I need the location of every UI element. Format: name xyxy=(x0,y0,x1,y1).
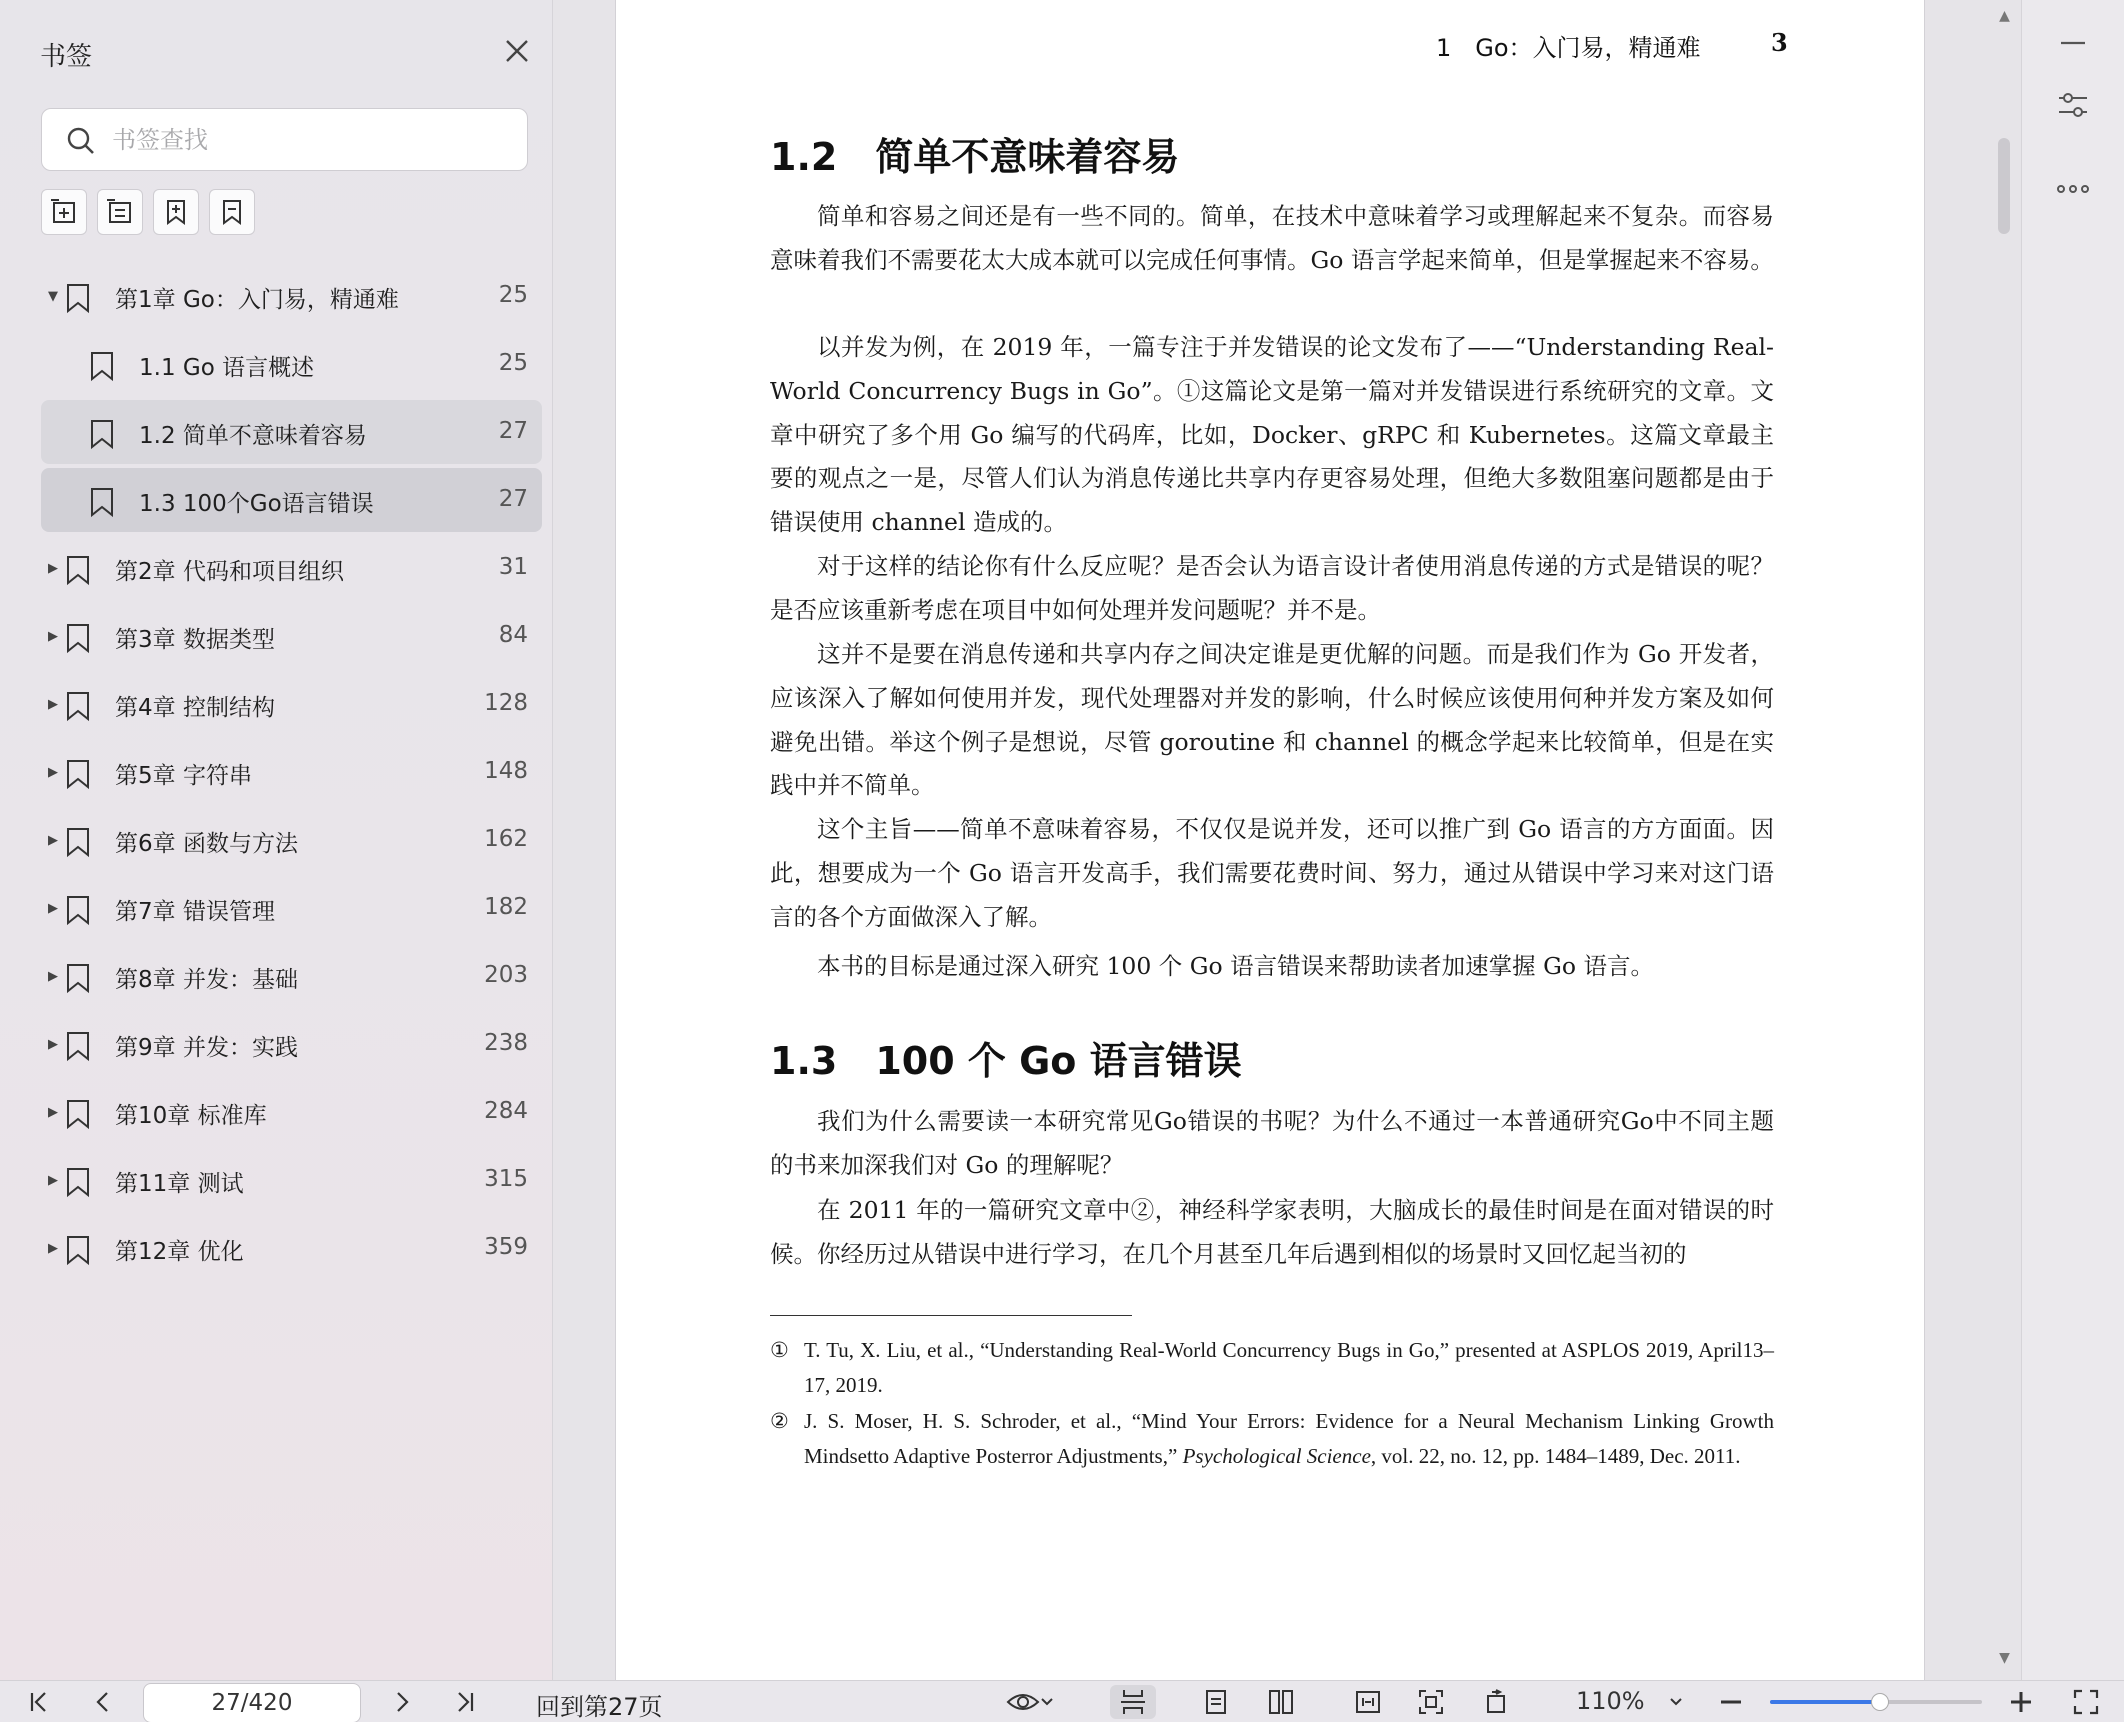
bookmark-label: 第11章 测试 xyxy=(115,1171,244,1197)
bookmark-icon xyxy=(63,962,93,994)
bookmark-page: 203 xyxy=(484,962,528,988)
running-head xyxy=(1436,28,1788,63)
bookmark-item-ch7[interactable] xyxy=(41,876,542,940)
minus-icon xyxy=(1719,1690,1743,1714)
add-bookmark-button[interactable] xyxy=(153,189,199,235)
continuous-scroll-icon xyxy=(1119,1688,1147,1716)
bookmark-label: 第1章 Go：入门易，精通难 xyxy=(115,287,399,313)
footnote-rule xyxy=(770,1315,1132,1316)
bookmark-icon xyxy=(63,1030,93,1062)
bookmark-icon xyxy=(63,1098,93,1130)
expand-arrow-icon[interactable]: ▶ xyxy=(48,560,58,576)
zoom-slider-knob[interactable] xyxy=(1871,1693,1889,1711)
section-heading-1-2: 1.2 简单不意味着容易 xyxy=(770,135,1180,179)
expand-arrow-icon[interactable]: ▼ xyxy=(48,288,58,304)
document-page xyxy=(615,0,1925,1680)
two-page-button[interactable] xyxy=(1258,1685,1304,1719)
minimize-button[interactable] xyxy=(2054,24,2092,62)
bookmark-item-ch11[interactable] xyxy=(41,1148,542,1212)
bookmark-item-ch6[interactable] xyxy=(41,808,542,872)
bookmark-page: 359 xyxy=(484,1234,528,1260)
chevron-left-icon xyxy=(91,1690,115,1714)
bookmark-item-ch9[interactable] xyxy=(41,1012,542,1076)
expand-arrow-icon[interactable]: ▶ xyxy=(48,832,58,848)
bookmark-icon xyxy=(87,486,117,518)
sliders-icon xyxy=(2056,88,2090,122)
first-page-button[interactable] xyxy=(22,1685,56,1719)
fit-page-icon xyxy=(1417,1688,1445,1716)
bookmark-label: 第3章 数据类型 xyxy=(115,627,275,653)
bookmark-page: 25 xyxy=(498,350,528,376)
last-page-button[interactable] xyxy=(448,1685,482,1719)
footnote-1 xyxy=(770,1333,1774,1403)
bookmark-page: 315 xyxy=(484,1166,528,1192)
expand-all-button[interactable] xyxy=(41,189,87,235)
footnote-2 xyxy=(770,1404,1774,1474)
expand-arrow-icon[interactable]: ▶ xyxy=(48,1172,58,1188)
bookmark-label: 第9章 并发：实践 xyxy=(115,1035,298,1061)
single-page-button[interactable] xyxy=(1193,1685,1239,1719)
bookmark-page: 284 xyxy=(484,1098,528,1124)
continuous-scroll-button[interactable] xyxy=(1110,1685,1156,1719)
bookmark-item-ch4[interactable] xyxy=(41,672,542,736)
page-input[interactable]: 27/420 xyxy=(143,1683,361,1722)
adjust-settings-button[interactable] xyxy=(2054,86,2092,124)
zoom-value[interactable]: 110% xyxy=(1576,1687,1645,1715)
fit-width-button[interactable] xyxy=(1345,1685,1391,1719)
bookmark-item-ch3[interactable] xyxy=(41,604,542,668)
last-page-icon xyxy=(453,1690,477,1714)
paragraph: 这个主旨——简单不意味着容易，不仅仅是说并发，还可以推广到 Go 语言的方方面面。因此，想要成为一个 Go 语言开发高手，我们需要花费时间、努力，通过从错误中学习来对这门语言的各个方面做深入了解。 xyxy=(770,815,1774,931)
bookmark-icon xyxy=(63,554,93,586)
back-to-page-link[interactable]: 回到第27页 xyxy=(536,1693,663,1721)
bookmark-page: 84 xyxy=(498,622,528,648)
bookmark-label: 第2章 代码和项目组织 xyxy=(115,559,344,585)
bookmark-label: 第10章 标准库 xyxy=(115,1103,267,1129)
bookmark-label: 1.3 100个Go语言错误 xyxy=(139,491,374,517)
bookmark-item-ch8[interactable] xyxy=(41,944,542,1008)
rotate-icon xyxy=(1482,1688,1510,1716)
scroll-thumb[interactable] xyxy=(1998,138,2010,234)
expand-arrow-icon[interactable]: ▶ xyxy=(48,696,58,712)
zoom-slider[interactable] xyxy=(1770,1700,1982,1704)
paragraph: 我们为什么需要读一本研究常见Go错误的书呢？为什么不通过一本普通研究Go中不同主题的书来加深我们对 Go 的理解呢？ xyxy=(770,1107,1774,1179)
bookmark-icon xyxy=(63,1166,93,1198)
two-page-icon xyxy=(1267,1688,1295,1716)
expand-arrow-icon[interactable]: ▶ xyxy=(48,900,58,916)
bookmark-page: 27 xyxy=(498,486,528,512)
bookmark-item-1-1[interactable] xyxy=(41,332,542,396)
zoom-dropdown[interactable] xyxy=(1662,1685,1690,1719)
bookmark-icon xyxy=(63,826,93,858)
single-page-icon xyxy=(1202,1688,1230,1716)
scroll-down-icon[interactable]: ▼ xyxy=(1999,1650,2010,1666)
paragraph: 以并发为例，在 2019 年，一篇专注于并发错误的论文发布了——“Understanding Real-World Concurrency Bugs in Go”。①这篇论文是第一篇对并发错误进行系统研究的文章。文章中研究了多个用 Go 编写的代码库，比如，Docker、gRPC 和 Kubernetes。这篇文章最主要的观点之一是，尽管人们认为消息传递比共享内存更容易处理，但绝大多数阻塞问题都是由于错误使用 channel 造成的。 xyxy=(770,333,1774,537)
section-heading-1-3: 1.3 100 个 Go 语言错误 xyxy=(770,1039,1242,1083)
bookmark-label: 1.2 简单不意味着容易 xyxy=(139,423,367,449)
bookmark-page: 31 xyxy=(498,554,528,580)
expand-all-icon xyxy=(49,197,79,227)
bookmark-label: 第4章 控制结构 xyxy=(115,695,275,721)
paragraph: 在 2011 年的一篇研究文章中②，神经科学家表明，大脑成长的最佳时间是在面对错误的时候。你经历过从错误中进行学习，在几个月甚至几年后遇到相似的场景时又回忆起当初的 xyxy=(770,1196,1774,1268)
fit-page-button[interactable] xyxy=(1408,1685,1454,1719)
expand-arrow-icon[interactable]: ▶ xyxy=(48,968,58,984)
bookmark-page: 128 xyxy=(484,690,528,716)
footnote-text: , vol. 22, no. 12, pp. 1484–1489, Dec. 2011. xyxy=(1370,1444,1741,1468)
right-toolbar xyxy=(2021,0,2124,1680)
bookmark-label: 第6章 函数与方法 xyxy=(115,831,298,857)
running-head-title: 1 Go：入门易，精通难 xyxy=(1436,34,1701,62)
expand-arrow-icon[interactable]: ▶ xyxy=(48,1036,58,1052)
plus-icon xyxy=(2009,1690,2033,1714)
paragraph: 对于这样的结论你有什么反应呢？是否会认为语言设计者使用消息传递的方式是错误的呢？是否应该重新考虑在项目中如何处理并发问题呢？并不是。 xyxy=(770,552,1774,624)
bookmark-icon xyxy=(217,197,247,227)
chevron-down-icon xyxy=(1040,1697,1054,1707)
bookmark-icon xyxy=(63,758,93,790)
paragraph: 这并不是要在消息传递和共享内存之间决定谁是更优解的问题。而是我们作为 Go 开发者，应该深入了解如何使用并发，现代处理器对并发的影响，什么时候应该使用何种并发方案及如何避免出错。举这个例子是想说，尽管 goroutine 和 channel 的概念学起来比较简单，但是在实践中并不简单。 xyxy=(770,640,1774,800)
bookmark-page: 162 xyxy=(484,826,528,852)
eye-icon xyxy=(1006,1690,1040,1714)
paragraph: 简单和容易之间还是有一些不同的。简单，在技术中意味着学习或理解起来不复杂。而容易意味着我们不需要花太大成本就可以完成任何事情。Go 语言学起来简单，但是掌握起来不容易。 xyxy=(770,202,1774,274)
bookmark-icon xyxy=(63,690,93,722)
bottom-toolbar xyxy=(0,1680,2124,1722)
zoom-out-button[interactable] xyxy=(1714,1685,1748,1719)
bookmark-search[interactable] xyxy=(41,108,528,171)
bookmark-item-ch2[interactable] xyxy=(41,536,542,600)
bookmark-item-1-3[interactable] xyxy=(41,468,542,532)
collapse-all-icon xyxy=(105,197,135,227)
bookmark-page: 25 xyxy=(498,282,528,308)
chevron-right-icon xyxy=(390,1690,414,1714)
document-viewport[interactable] xyxy=(553,0,2021,1680)
bookmark-label: 1.1 Go 语言概述 xyxy=(139,355,315,381)
add-bookmark-icon xyxy=(161,197,191,227)
minus-icon xyxy=(2058,28,2088,58)
zoom-slider-fill xyxy=(1770,1700,1880,1704)
bookmark-item-ch10[interactable] xyxy=(41,1080,542,1144)
bookmark-item-ch12[interactable] xyxy=(41,1216,542,1280)
zoom-in-button[interactable] xyxy=(2004,1685,2038,1719)
expand-arrow-icon[interactable]: ▶ xyxy=(48,628,58,644)
bookmark-button[interactable] xyxy=(209,189,255,235)
first-page-icon xyxy=(27,1690,51,1714)
bookmark-icon xyxy=(63,894,93,926)
rotate-page-button[interactable] xyxy=(1473,1685,1519,1719)
paragraph: 本书的目标是通过深入研究 100 个 Go 语言错误来帮助读者加速掌握 Go 语言。 xyxy=(817,952,1655,980)
bookmark-panel xyxy=(0,0,553,1680)
collapse-all-button[interactable] xyxy=(97,189,143,235)
bookmark-icon xyxy=(87,418,117,450)
fit-width-icon xyxy=(1354,1688,1382,1716)
footnote-text: T. Tu, X. Liu, et al., “Understanding Real-World Concurrency Bugs in Go,” presented at ASPLOS 2019, April13–17, 2019. xyxy=(804,1338,1774,1397)
bookmark-icon xyxy=(63,282,93,314)
bookmark-page: 148 xyxy=(484,758,528,784)
fullscreen-button[interactable] xyxy=(2068,1685,2104,1719)
footnote-text: J. S. Moser, H. S. Schroder, et al., “Mind Your Errors: Evidence for a Neural Mechanism Linking Growth Mindsetto Adaptive Posterror Adjustments,” xyxy=(804,1409,1774,1468)
vertical-scrollbar[interactable] xyxy=(1988,0,2021,1680)
search-input[interactable] xyxy=(112,119,512,161)
bookmark-item-ch5[interactable] xyxy=(41,740,542,804)
expand-arrow-icon[interactable]: ▶ xyxy=(48,1240,58,1256)
next-page-button[interactable] xyxy=(385,1685,419,1719)
bookmark-list xyxy=(41,264,542,1284)
bookmark-icon xyxy=(63,622,93,654)
page-number: 3 xyxy=(1771,28,1788,57)
bookmark-label: 第5章 字符串 xyxy=(115,763,252,789)
bookmark-item-ch1[interactable] xyxy=(41,264,542,328)
panel-title: 书签 xyxy=(40,42,93,72)
scroll-up-icon[interactable]: ▲ xyxy=(1999,8,2010,24)
bookmark-item-1-2[interactable] xyxy=(41,400,542,464)
more-options-button[interactable] xyxy=(2054,170,2092,208)
footnote-mark: ② xyxy=(770,1409,789,1433)
bookmark-label: 第12章 优化 xyxy=(115,1239,244,1265)
footnote-mark: ① xyxy=(770,1338,789,1362)
bookmark-page: 238 xyxy=(484,1030,528,1056)
more-icon xyxy=(2056,182,2090,196)
chevron-down-icon xyxy=(1669,1697,1683,1707)
bookmark-icon xyxy=(87,350,117,382)
bookmark-label: 第7章 错误管理 xyxy=(115,899,275,925)
prev-page-button[interactable] xyxy=(86,1685,120,1719)
bookmark-page: 182 xyxy=(484,894,528,920)
bookmark-page: 27 xyxy=(498,418,528,444)
expand-arrow-icon[interactable]: ▶ xyxy=(48,1104,58,1120)
close-icon[interactable] xyxy=(502,36,532,66)
bookmark-icon xyxy=(63,1234,93,1266)
bookmark-label: 第8章 并发：基础 xyxy=(115,967,298,993)
footnote-journal: Psychological Science xyxy=(1182,1444,1371,1468)
search-icon xyxy=(66,126,96,156)
view-mode-dropdown[interactable] xyxy=(1000,1685,1060,1719)
expand-arrow-icon[interactable]: ▶ xyxy=(48,764,58,780)
fullscreen-icon xyxy=(2073,1689,2099,1715)
